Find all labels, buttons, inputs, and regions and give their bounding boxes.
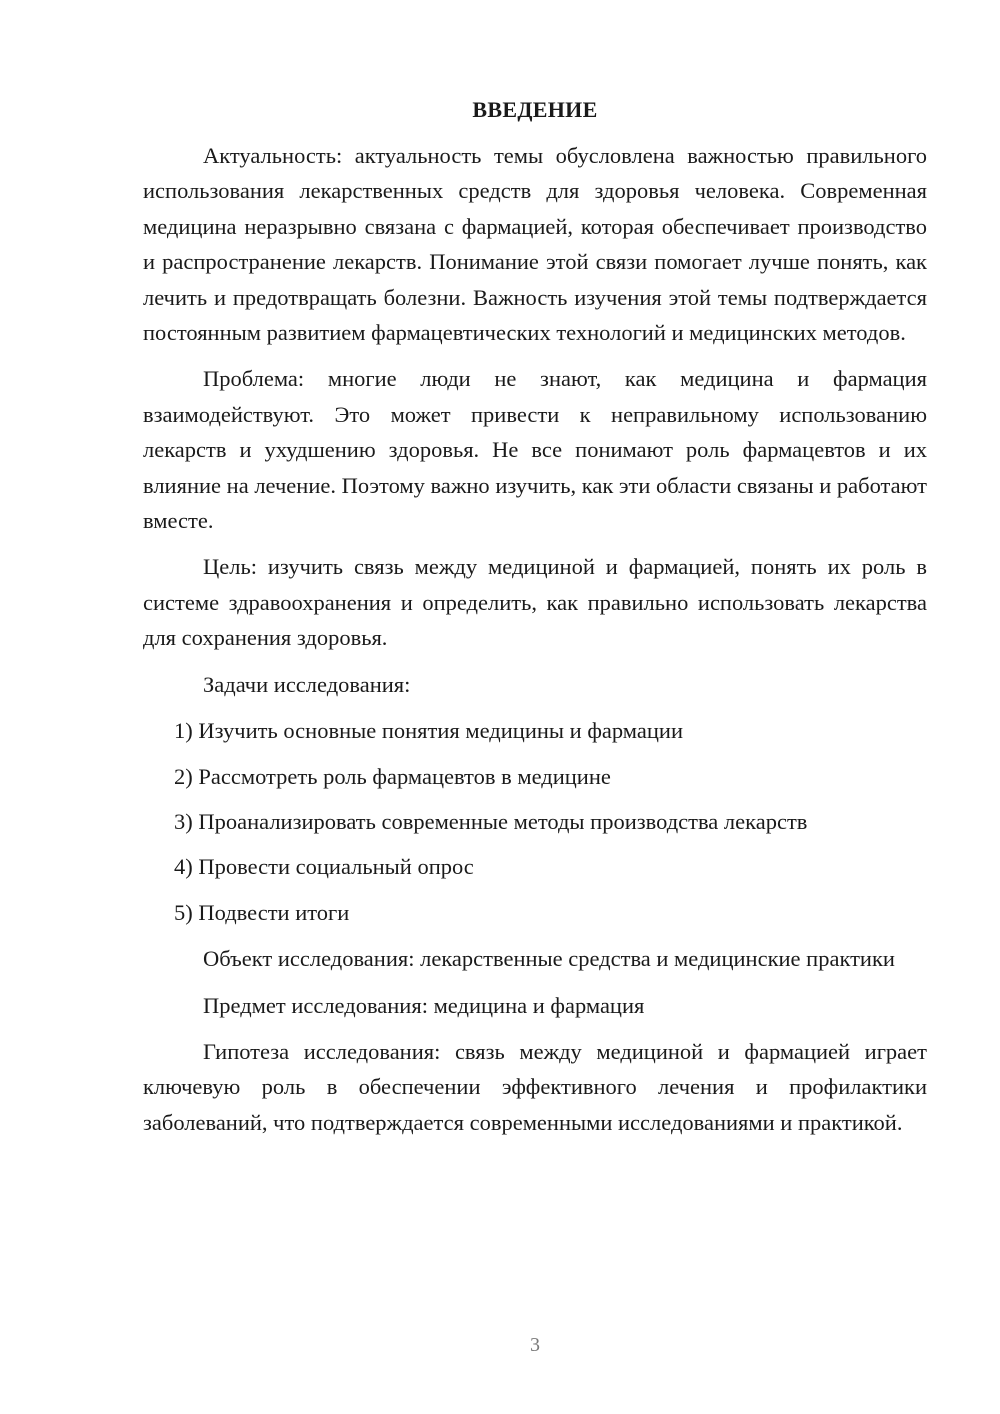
object-paragraph: Объект исследования: лекарственные средства и медицинские практики: [203, 946, 895, 972]
list-item: 5) Подвести итоги: [174, 899, 350, 925]
spacer: [143, 350, 927, 361]
spacer: [143, 977, 927, 988]
spacer: [143, 1023, 927, 1034]
tasks-list: [143, 713, 927, 930]
hypothesis-paragraph: Гипотеза исследования: связь между медициной и фармацией играет ключевую роль в обеспечении эффективного лечения и профилактики заболеваний, что подтверждается современными исследованиями и практикой.: [143, 1038, 927, 1135]
subject-paragraph: Предмет исследования: медицина и фармация: [203, 992, 645, 1018]
problem-paragraph: Проблема: многие люди не знают, как медицина и фармация взаимодействуют. Это может привести к неправильному использованию лекарств и ухудшению здоровья. Не все понимают роль фармацевтов и их влияние на лечение. Поэтому важно изучить, как эти области связаны и работают вместе.: [143, 366, 927, 534]
spacer: [143, 702, 927, 713]
spacer: [143, 128, 927, 138]
goal-paragraph: Цель: изучить связь между медициной и фармацией, понять их роль в системе здравоохранения и определить, как правильно использовать лекарства для сохранения здоровья.: [143, 554, 927, 651]
list-item: 3) Проанализировать современные методы производства лекарств: [174, 808, 808, 834]
spacer: [143, 538, 927, 549]
list-item: 1) Изучить основные понятия медицины и фармации: [174, 718, 683, 744]
document-page: [143, 92, 927, 1140]
page-number: 3: [530, 1334, 540, 1356]
relevance-paragraph: Актуальность: актуальность темы обусловлена важностью правильного использования лекарственных средств для здоровья человека. Современная медицина неразрывно связана с фармацией, которая обеспечивает производство и распространение лекарств. Понимание этой связи помогает лучше понять, как лечить и предотвращать болезни. Важность изучения этой темы подтверждается постоянным развитием фармацевтических технологий и медицинских методов.: [143, 143, 927, 346]
section-title: ВВЕДЕНИЕ: [472, 97, 598, 122]
spacer: [143, 930, 927, 941]
list-item: 2) Рассмотреть роль фармацевтов в медицине: [174, 763, 611, 789]
list-item: 4) Провести социальный опрос: [174, 854, 474, 880]
spacer: [143, 656, 927, 667]
tasks-heading: Задачи исследования:: [203, 671, 411, 697]
